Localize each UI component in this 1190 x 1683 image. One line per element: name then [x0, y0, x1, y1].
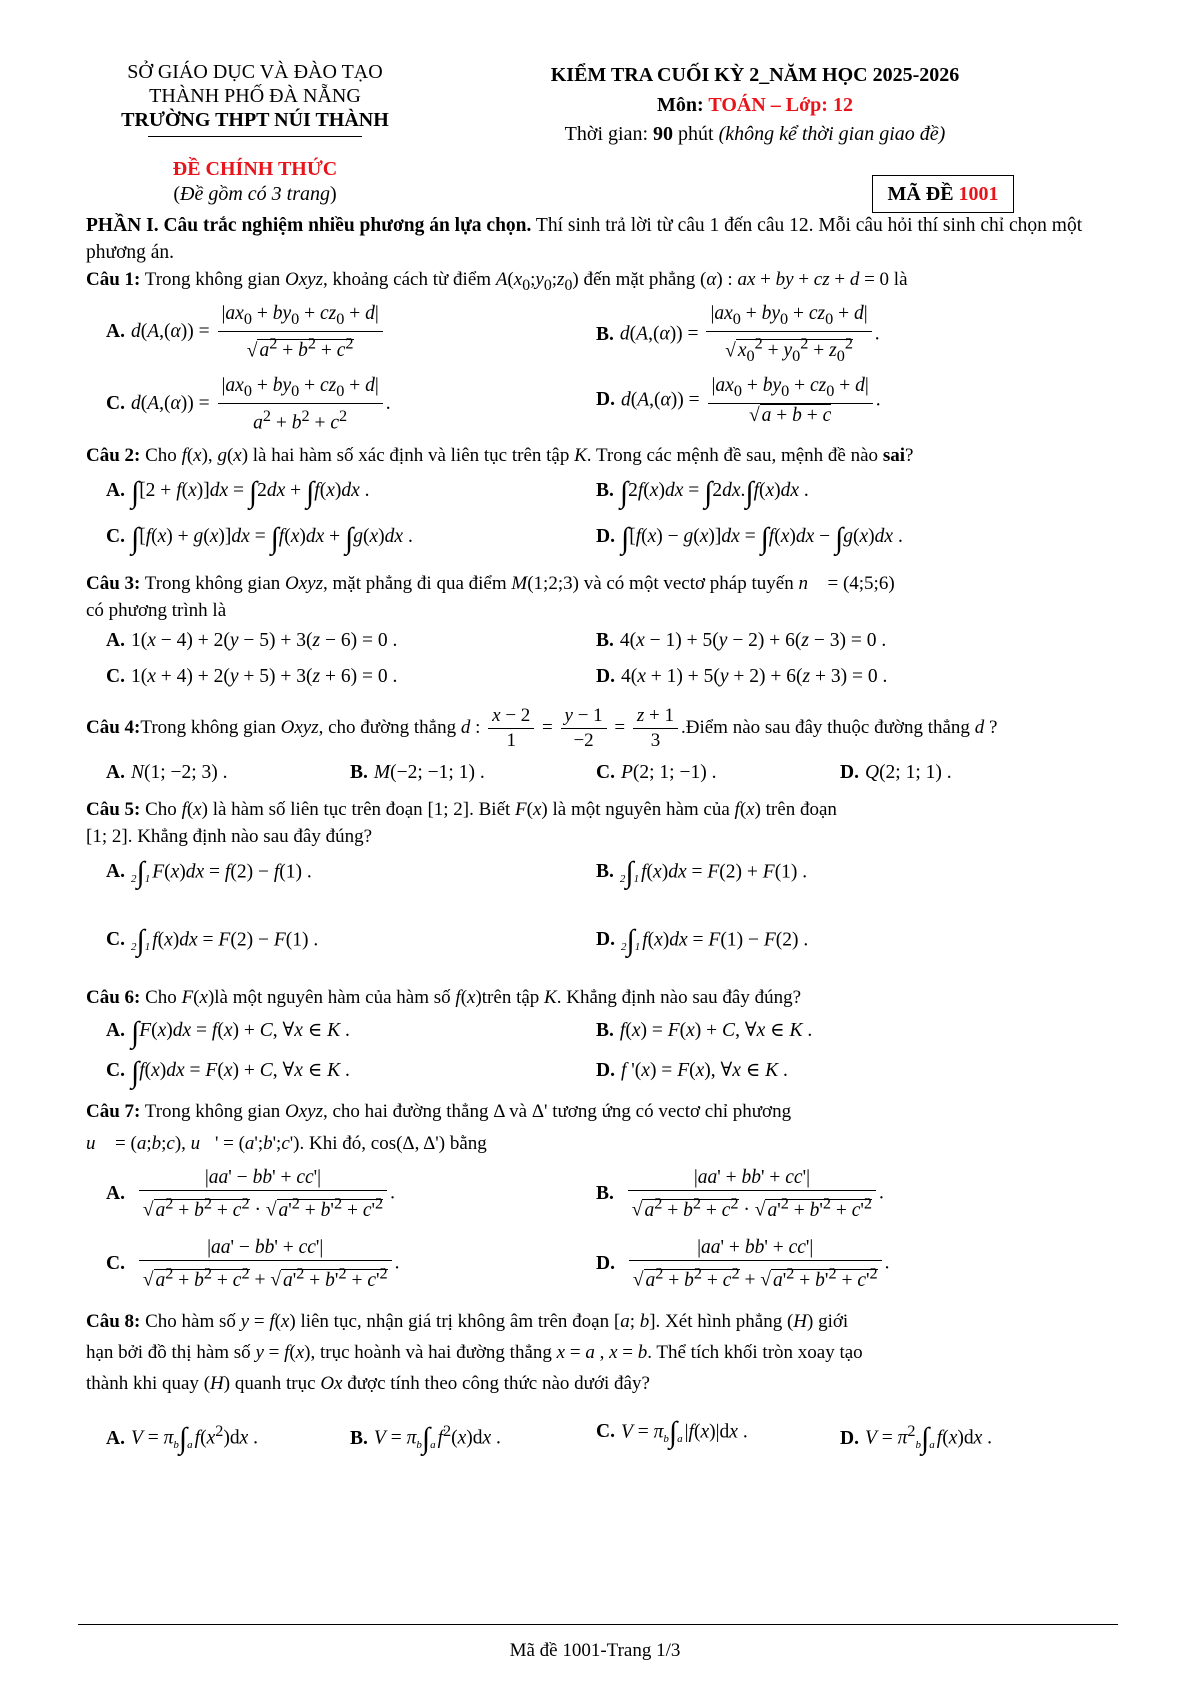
q7-option-c[interactable]: C. $\frac{|aa' - bb' + cc'|}{√ a^2 + b^2 + c^2 + √ a'^2 + b'^2 + c'^2}$ . — [106, 1237, 400, 1291]
q6-option-b[interactable]: B. f(x) = F(x) + C, ∀x ∈ K . — [596, 1020, 813, 1041]
q8-stem: Câu 8: Cho hàm số y = f(x) liên tục, nhận giá trị không âm trên đoạn [a; b]. Xét hình phẳng (H) giới hạn bởi đồ thị hàm số y = f(x), trục hoành và hai đường thẳng x = a , x = b. Thể tích khối tròn xoay tạo thành khi quay (H) quanh trục Ox được tính theo công thức nào dưới đây? — [86, 1311, 863, 1394]
q7-stem: Câu 7: Trong không gian Oxyz, cho hai đường thẳng Δ và Δ' tương ứng có vectơ chỉ phương u⃗ = (a;b;c), u⃗' = (a';b';c'). Khi đó, cos(Δ, Δ') bằng — [86, 1101, 792, 1154]
q1-option-b[interactable]: B. d(A,(α)) = $\frac{|ax_0 + by_0 + cz_0 + d|}{√ x_0^2 + y_0^2 + z_0^2}$ . — [596, 303, 880, 366]
q2-stem: Câu 2: Cho f(x), g(x) là hai hàm số xác định và liên tục trên tập K. Trong các mệnh đề sau, mệnh đề nào sai? — [86, 445, 914, 466]
q4-option-a[interactable]: A. N(1; −2; 3) . — [106, 762, 228, 783]
q7-option-d[interactable]: D. $\frac{|aa' + bb' + cc'|}{√ a^2 + b^2 + c^2 + √ a'^2 + b'^2 + c'^2}$ . — [596, 1237, 890, 1291]
code-value: 1001 — [958, 183, 999, 205]
q5-option-c[interactable]: C. 2∫1 f(x)dx = F(2) − F(1) . — [106, 924, 319, 957]
exam-header — [500, 63, 1010, 146]
subject-prefix: Môn: — [657, 94, 709, 116]
q3-option-c[interactable]: C. 1(x + 4) + 2(y + 5) + 3(z + 6) = 0 . — [106, 666, 398, 687]
time-note: (không kể thời gian giao đề) — [718, 123, 946, 145]
pages-note: (Đề gồm có 3 trang) — [173, 183, 337, 205]
q2-option-c[interactable]: C. ∫[f(x) + g(x)]dx = ∫f(x)dx + ∫g(x)dx . — [106, 522, 413, 555]
q5-option-a[interactable]: A. 2∫1 F(x)dx = f(2) − f(1) . — [106, 856, 312, 889]
q2-option-b[interactable]: B. ∫2f(x)dx = ∫2dx.∫f(x)dx . — [596, 476, 809, 509]
q7-option-a[interactable]: A. $\frac{|aa' - bb' + cc'|}{√ a^2 + b^2 + c^2 \cdot √ a'^2 + b'^2 + c'^2}$ . — [106, 1167, 395, 1221]
q3-option-a[interactable]: A. 1(x − 4) + 2(y − 5) + 3(z − 6) = 0 . — [106, 630, 398, 651]
section1-instruction: Thí sinh trả lời từ câu 1 đến câu 12. Mỗi câu hỏi thí sinh chỉ chọn một phương án. — [86, 215, 1083, 263]
q2-option-d[interactable]: D. ∫[f(x) − g(x)]dx = ∫f(x)dx − ∫g(x)dx . — [596, 522, 903, 555]
dept-line2: THÀNH PHỐ ĐÀ NẴNG — [149, 85, 361, 107]
subject-line — [500, 93, 1010, 117]
q4-stem: Câu 4:Trong không gian Oxyz, cho đường thẳng d : $\frac{x - 2}{1}$ = $\frac{y - 1}{-2}$ = $\frac{z + 1}{3}$ .Điểm nào sau đây thuộc đường thẳng d ? — [86, 705, 998, 752]
time-value: 90 — [653, 123, 674, 145]
q8-option-b[interactable]: B. V = πb∫a $f^2(x)dx$ . — [350, 1422, 501, 1456]
code-label: MÃ ĐỀ — [887, 183, 959, 205]
section1-intro — [86, 212, 1116, 266]
q5-option-d[interactable]: D. 2∫1 f(x)dx = F(1) − F(2) . — [596, 924, 809, 957]
q3-option-d[interactable]: D. 4(x + 1) + 5(y + 2) + 6(z + 3) = 0 . — [596, 666, 888, 687]
q2-option-a[interactable]: A. ∫[2 + f(x)]dx = ∫2dx + ∫f(x)dx . — [106, 476, 370, 509]
q6-stem: Câu 6: Cho F(x)là một nguyên hàm của hàm số f(x)trên tập K. Khẳng định nào sau đây đúng? — [86, 987, 802, 1008]
q1-option-a[interactable]: A. d(A,(α)) = $\frac{|ax_0 + by_0 + cz_0 + d|}{√ a^2 + b^2 + c^2}$ — [106, 302, 386, 363]
q4-option-b[interactable]: B. M(−2; −1; 1) . — [350, 762, 485, 783]
q7-option-b[interactable]: B. $\frac{|aa' + bb' + cc'|}{√ a^2 + b^2 + c^2 \cdot √ a'^2 + b'^2 + c'^2}$ . — [596, 1167, 884, 1221]
subject: TOÁN – Lớp: 12 — [708, 94, 853, 116]
q5-stem: Câu 5: Cho f(x) là hàm số liên tục trên đoạn [1; 2]. Biết F(x) là một nguyên hàm của f(x) trên đoạn [1; 2]. Khẳng định nào sau đây đúng? — [86, 799, 837, 847]
q4-option-c[interactable]: C. P(2; 1; −1) . — [596, 762, 717, 783]
dept-header — [80, 60, 430, 132]
time-prefix: Thời gian: — [564, 123, 654, 145]
dept-line1: SỞ GIÁO DỤC VÀ ĐÀO TẠO — [127, 61, 383, 83]
q3-option-b[interactable]: B. 4(x − 1) + 5(y − 2) + 6(z − 3) = 0 . — [596, 630, 887, 651]
q6-option-a[interactable]: A. ∫F(x)dx = f(x) + C, ∀x ∈ K . — [106, 1016, 350, 1049]
exam-code-box — [872, 175, 1014, 213]
q8-option-d[interactable]: D. $V = \pi^2b\int a$ f(x)dx . — [840, 1422, 992, 1456]
official-label: ĐỀ CHÍNH THỨC — [172, 158, 338, 180]
q8-option-c[interactable]: C. V = πb∫a |f(x)|dx . — [596, 1416, 748, 1449]
q4-option-d[interactable]: D. Q(2; 1; 1) . — [840, 762, 952, 783]
time-unit: phút — [673, 123, 719, 145]
q1-option-c[interactable]: C. d(A,(α)) = $\frac{|ax_0 + by_0 + cz_0 + d|}{a^2 + b^2 + c^2}$ . — [106, 375, 391, 434]
q8-option-a[interactable]: A. V = πb∫a $f(x^2)dx$ . — [106, 1422, 258, 1456]
section1-title: PHẦN I. Câu trắc nghiệm nhiều phương án lựa chọn. — [86, 215, 532, 236]
q3-stem: Câu 3: Trong không gian Oxyz, mặt phẳng đi qua điểm M(1;2;3) và có một vectơ pháp tuyến n⃗ = (4;5;6) có phương trình là — [86, 573, 895, 621]
q1-option-d[interactable]: D. d(A,(α)) = $\frac{|ax_0 + by_0 + cz_0 + d|}{√ a + b + c}$ . — [596, 375, 881, 426]
footer-rule — [78, 1624, 1118, 1625]
q6-option-c[interactable]: C. ∫f(x)dx = F(x) + C, ∀x ∈ K . — [106, 1056, 350, 1089]
school-underline — [148, 136, 362, 137]
time-line — [500, 122, 1010, 146]
q6-option-d[interactable]: D. f '(x) = F(x), ∀x ∈ K . — [596, 1060, 788, 1081]
school-name: TRƯỜNG THPT NÚI THÀNH — [121, 109, 389, 131]
exam-title: KIỂM TRA CUỐI KỲ 2_NĂM HỌC 2025-2026 — [550, 64, 960, 86]
q5-option-b[interactable]: B. 2∫1 f(x)dx = F(2) + F(1) . — [596, 856, 808, 889]
q1-stem: Câu 1: Trong không gian Oxyz, khoảng cách từ điểm $A(x_0;y_0;z_0)$ đến mặt phẳng (α) : ax + by + cz + d = 0 là — [86, 269, 908, 294]
page-footer: Mã đề 1001-Trang 1/3 — [509, 1640, 681, 1661]
